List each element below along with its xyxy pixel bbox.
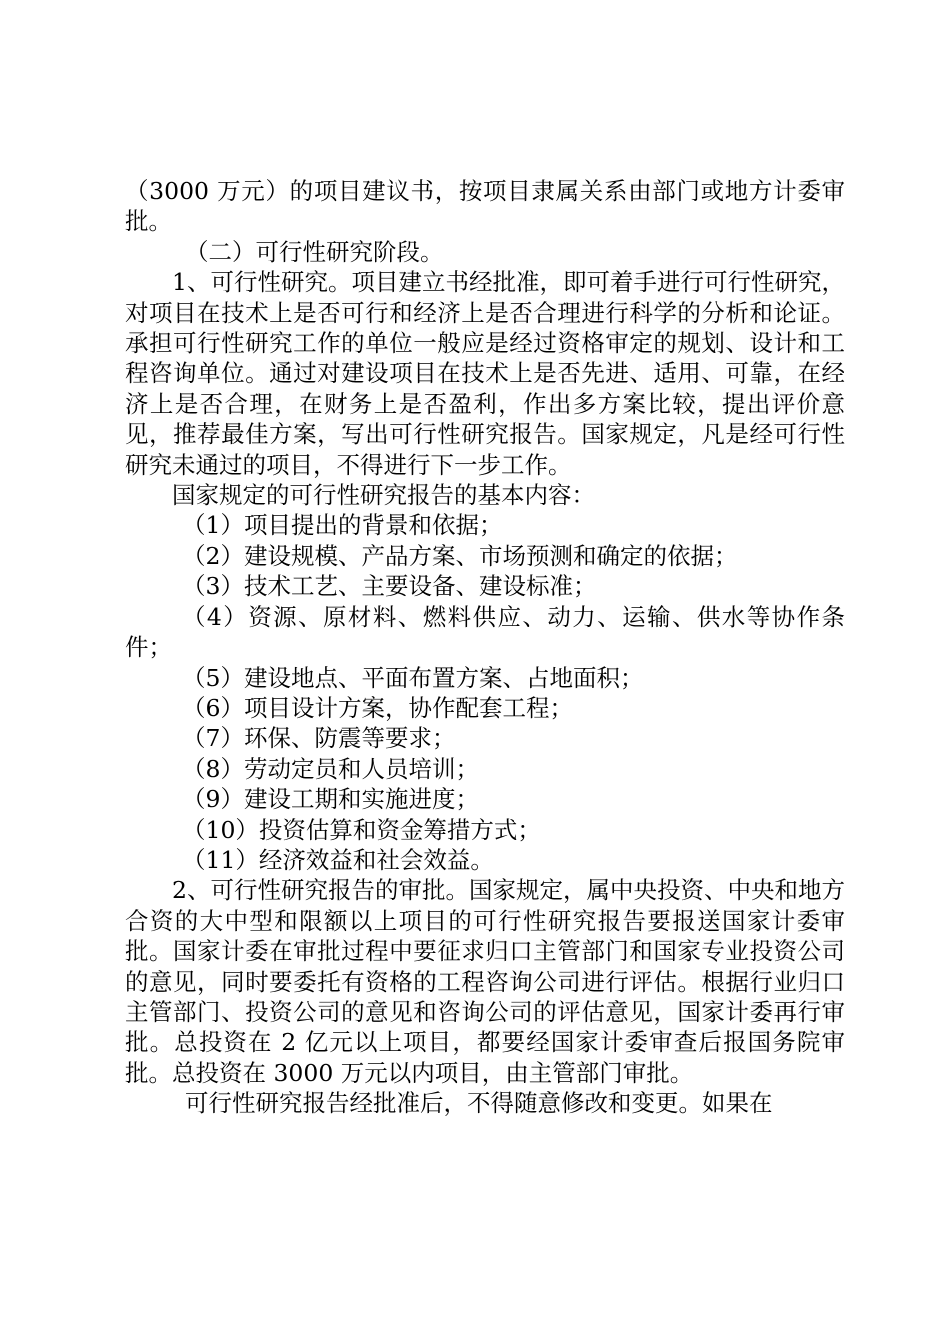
list-item: （7）环保、防震等要求； [182,724,456,753]
paragraph-final: 可行性研究报告经批准后，不得随意修改和变更。如果在 [185,1089,773,1118]
section-heading: （二）可行性研究阶段。 [185,237,444,266]
list-item: （6）项目设计方案，协作配套工程； [182,693,573,722]
list-item: （3）技术工艺、主要设备、建设标准； [182,572,597,601]
document-body [125,176,845,1119]
paragraph-approval: 2、可行性研究报告的审批。国家规定，属中央投资、中央和地方合资的大中型和限额以上项目的可行性研究报告要报送国家计委审批。国家计委在审批过程中要征求归口主管部门和国家专业投资公司的意见，同时要委托有资格的工程咨询公司进行评估。根据行业归口主管部门、投资公司的意见和咨询公司的评估意见，国家计委再行审批。总投资在 2 亿元以上项目，都要经国家计委审查后报国务院审批。总投资在 3000 万元以内项目，由主管部门审批。 [125,876,845,1087]
paragraph-contents-intro: 国家规定的可行性研究报告的基本内容： [172,481,595,510]
list-item: （5）建设地点、平面布置方案、占地面积； [182,663,644,692]
paragraph-feasibility-study: 1、可行性研究。项目建立书经批准，即可着手进行可行性研究，对项目在技术上是否可行和经济上是否合理进行科学的分析和论证。承担可行性研究工作的单位一般应是经过资格审定的规划、设计和工程咨询单位。通过对建设项目在技术上是否先进、适用、可靠，在经济上是否合理，在财务上是否盈利，作出多方案比较，提出评价意见，推荐最佳方案，写出可行性研究报告。国家规定，凡是经可行性研究未通过的项目，不得进行下一步工作。 [125,268,845,479]
list-item: （10）投资估算和资金筹措方式； [182,815,541,844]
paragraph-continuation: （3000 万元）的项目建议书，按项目隶属关系由部门或地方计委审批。 [125,177,845,236]
list-item: （9）建设工期和实施进度； [182,785,479,814]
list-item: （2）建设规模、产品方案、市场预测和确定的依据； [182,541,738,570]
list-item: （4）资源、原材料、燃料供应、动力、运输、供水等协作条件； [125,602,845,662]
list-item: （8）劳动定员和人员培训； [182,754,479,783]
list-item: （1）项目提出的背景和依据； [182,511,503,540]
list-item: （11）经济效益和社会效益。 [182,845,494,874]
